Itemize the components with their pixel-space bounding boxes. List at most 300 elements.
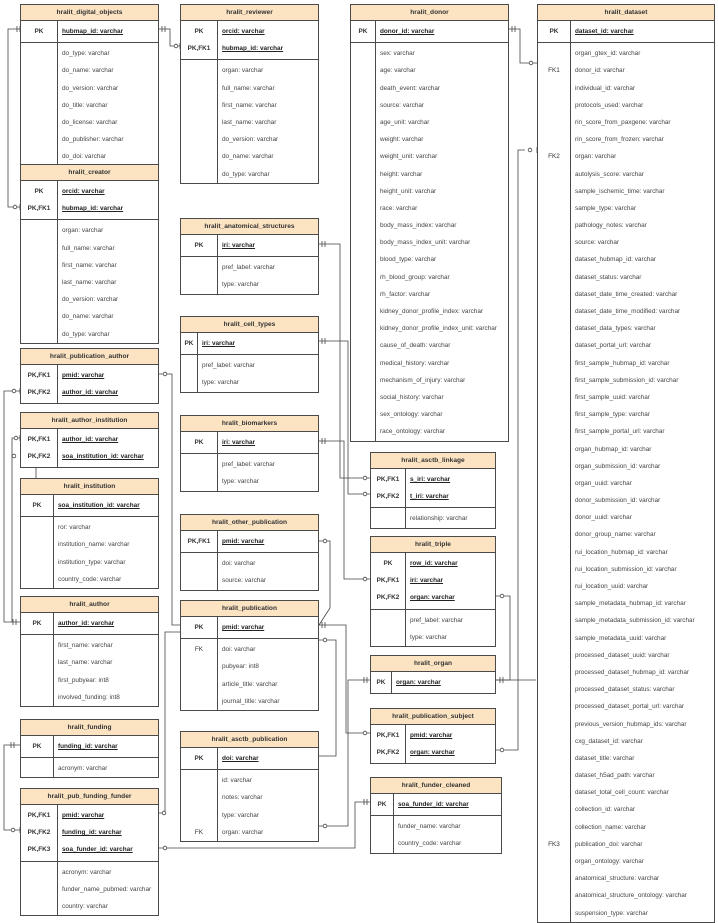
entity-title: hralit_pub_funding_funder [21, 789, 158, 805]
attribute-row [538, 716, 714, 733]
attribute-row [21, 654, 158, 671]
field-name: full_name: varchar [62, 244, 115, 252]
field-name: last_name: varchar [62, 278, 117, 286]
attribute-row [181, 357, 318, 374]
attribute-row [351, 114, 508, 131]
field-name: do_type: varchar [222, 170, 270, 178]
field-name: country_code: varchar [398, 840, 462, 848]
attribute-row [538, 423, 714, 440]
field-name: id: varchar [222, 777, 252, 785]
attribute-row [21, 97, 158, 114]
attribute-row [21, 519, 158, 536]
field-name: individual_id: varchar [575, 84, 636, 92]
key-marker: PK [194, 242, 204, 249]
attribute-row [181, 131, 318, 148]
field-name: do_version: varchar [222, 136, 279, 144]
key-marker: FK1 [548, 67, 560, 75]
primary-key-row [21, 384, 158, 401]
attribute-row [351, 217, 508, 234]
entity-title: hralit_donor [351, 5, 508, 21]
field-name: author_id: varchar [62, 436, 119, 443]
attribute-row [538, 131, 714, 148]
attribute-row [538, 303, 714, 320]
field-name: pubyear: int8 [222, 663, 259, 671]
field-name: first_name: varchar [222, 101, 277, 109]
field-name: mechanism_of_injury: varchar [380, 376, 466, 384]
field-name: funding_id: varchar [58, 743, 118, 750]
field-name: publication_doi: varchar [575, 840, 643, 848]
attribute-row [181, 276, 318, 293]
field-name: hubmap_id: varchar [62, 205, 124, 213]
primary-key-row [371, 727, 495, 744]
field-name: do_name: varchar [62, 313, 114, 321]
field-name: dataset_title: varchar [575, 754, 635, 762]
key-marker: PK,FK2 [27, 829, 51, 837]
attribute-row [538, 681, 714, 698]
field-name: last_name: varchar [58, 659, 113, 667]
attribute-row [538, 836, 714, 853]
primary-key-row [181, 237, 318, 254]
attribute-row [21, 274, 158, 291]
primary-key-row [181, 533, 318, 550]
attribute-row [371, 629, 495, 646]
entity-title: hralit_other_publication [181, 515, 318, 531]
field-name: organ: varchar [410, 594, 455, 602]
attribute-row [538, 441, 714, 458]
field-name: organ_ontology: varchar [575, 858, 644, 865]
key-marker: PK [32, 620, 42, 627]
attribute-row [21, 222, 158, 239]
key-marker: PK,FK2 [376, 594, 400, 602]
key-marker: PK,FK3 [27, 846, 51, 854]
field-name: pmid: varchar [222, 624, 265, 631]
key-marker: PK [194, 28, 204, 35]
key-marker: PK [184, 340, 194, 347]
field-name: involved_funding: int8 [58, 693, 120, 701]
entity-hralit-triple [370, 536, 496, 647]
field-name: sample_metadata_uuid: varchar [575, 634, 667, 642]
primary-key-row [21, 497, 158, 514]
entity-title: hralit_organ [371, 656, 495, 672]
field-name: first_sample_uuid: varchar [575, 393, 650, 401]
field-name: dataset_date_time_created: varchar [575, 290, 678, 298]
attribute-row [538, 887, 714, 904]
entity-hralit-creator [20, 164, 159, 344]
field-name: do_publisher: varchar [62, 136, 124, 144]
field-name: previous_version_hubmap_ids: varchar [575, 720, 687, 728]
field-name: institution_type: varchar [58, 558, 126, 566]
attribute-row [181, 807, 318, 824]
field-name: do_version: varchar [62, 296, 119, 304]
attribute-row [351, 337, 508, 354]
attribute-row [21, 898, 158, 915]
field-name: kidney_donor_profile_index: varchar [380, 308, 484, 315]
attribute-row [181, 772, 318, 789]
field-name: height_unit: varchar [380, 187, 437, 195]
primary-key-row [21, 738, 158, 755]
field-name: sex: varchar [380, 50, 415, 58]
field-name: first_sample_portal_url: varchar [575, 428, 665, 436]
attribute-row [538, 750, 714, 767]
attribute-row [21, 148, 158, 165]
primary-key-row [371, 488, 495, 505]
primary-key-row [181, 23, 318, 40]
field-name: soa_institution_id: varchar [58, 502, 140, 509]
field-name: processed_dataset_status: varchar [575, 686, 675, 694]
attribute-row [538, 767, 714, 784]
attribute-row [21, 62, 158, 79]
key-marker: PK [549, 28, 559, 35]
attribute-row [181, 693, 318, 710]
field-name: orcid: varchar [222, 28, 265, 35]
field-name: type: varchar [222, 478, 259, 486]
entity-title: hralit_dataset [538, 5, 714, 21]
field-name: orcid: varchar [62, 188, 105, 195]
field-name: relationship: varchar [410, 515, 468, 523]
primary-key-row [21, 200, 158, 217]
field-name: rui_location_uuid: varchar [575, 583, 649, 590]
attribute-row [21, 114, 158, 131]
primary-key-row [371, 555, 495, 572]
entity-hralit-cell-types [180, 316, 319, 393]
field-name: autolysis_score: varchar [575, 170, 644, 178]
attribute-row [21, 637, 158, 654]
attribute-row [538, 355, 714, 372]
entity-hralit-pub-funding-funder [20, 788, 159, 916]
entity-title: hralit_author [21, 597, 158, 613]
key-marker: PK,FK2 [27, 453, 51, 461]
entity-title: hralit_institution [21, 479, 158, 495]
field-name: donor_group_name: varchar [575, 531, 656, 539]
field-name: age: varchar [380, 67, 416, 75]
attribute-row [538, 526, 714, 543]
primary-key-row [21, 367, 158, 384]
field-name: do_version: varchar [62, 84, 119, 92]
primary-key-row [181, 619, 318, 636]
attribute-row [181, 80, 318, 97]
field-name: dataset_h5ad_path: varchar [575, 772, 655, 780]
attribute-row [538, 853, 714, 870]
entity-title: hralit_author_institution [21, 413, 158, 429]
attribute-row [538, 251, 714, 268]
entity-hralit-funding [20, 719, 159, 778]
field-name: source: varchar [222, 577, 267, 585]
field-name: cxg_dataset_id: varchar [575, 737, 643, 745]
attribute-row [538, 492, 714, 509]
attribute-row [181, 374, 318, 391]
attribute-row [538, 200, 714, 217]
field-name: funder_name: varchar [398, 823, 461, 831]
attribute-row [181, 97, 318, 114]
attribute-row [181, 789, 318, 806]
key-marker: PK [34, 28, 44, 35]
attribute-row [181, 473, 318, 490]
field-name: acronym: varchar [62, 868, 112, 876]
field-name: type: varchar [202, 379, 239, 387]
field-name: funder_name_pubmed: varchar [62, 885, 152, 893]
attribute-row [538, 183, 714, 200]
attribute-row [538, 458, 714, 475]
attribute-row [538, 784, 714, 801]
attribute-row [351, 166, 508, 183]
field-name: donor_uuid: varchar [575, 514, 632, 522]
key-marker: PK,FK1 [376, 476, 400, 483]
field-name: rui_location_submission_id: varchar [575, 565, 677, 573]
attribute-row [538, 337, 714, 354]
field-name: article_title: varchar [222, 680, 278, 688]
field-name: dataset_total_cell_count: varchar [575, 789, 669, 797]
attribute-row [351, 80, 508, 97]
attribute-row [538, 647, 714, 664]
key-marker: PK [34, 188, 44, 195]
key-marker: FK2 [548, 153, 560, 161]
field-name: death_event: varchar [380, 84, 441, 92]
attribute-row [181, 824, 318, 841]
field-name: dataset_date_time_modified: varchar [575, 308, 681, 315]
field-name: suspension_type: varchar [575, 909, 648, 917]
key-marker: PK,FK2 [376, 493, 400, 501]
key-marker: PK,FK1 [27, 205, 51, 213]
key-marker: PK [194, 755, 204, 762]
field-name: iri: varchar [222, 439, 256, 446]
field-name: body_mass_index_unit: varchar [380, 239, 471, 247]
field-name: first_sample_type: varchar [575, 411, 650, 419]
entity-hralit-reviewer [180, 4, 319, 184]
field-name: journal_title: varchar [222, 697, 280, 705]
field-name: donor_id: varchar [575, 67, 625, 75]
attribute-row [538, 80, 714, 97]
attribute-row [538, 509, 714, 526]
entity-title: hralit_funder_cleaned [371, 778, 501, 794]
field-name: anatomical_structure: varchar [575, 875, 660, 883]
field-name: first_sample_submission_id: varchar [575, 376, 679, 384]
attribute-row [538, 320, 714, 337]
attribute-row [181, 658, 318, 675]
attribute-row [21, 131, 158, 148]
field-name: rh_blood_group: varchar [380, 273, 450, 281]
key-marker: FK [194, 646, 204, 654]
field-name: blood_type: varchar [380, 256, 437, 264]
attribute-row [21, 554, 158, 571]
attribute-row [181, 676, 318, 693]
entity-title: hralit_triple [371, 537, 495, 553]
attribute-row [538, 544, 714, 561]
primary-key-row [21, 824, 158, 841]
field-name: row_id: varchar [410, 560, 458, 567]
attribute-row [21, 80, 158, 97]
attribute-row [538, 733, 714, 750]
field-name: institution_name: varchar [58, 541, 130, 549]
field-name: processed_dataset_portal_url: varchar [575, 703, 685, 711]
primary-key-row [371, 796, 501, 813]
attribute-row [538, 664, 714, 681]
field-name: organ_submission_id: varchar [575, 462, 661, 470]
field-name: full_name: varchar [222, 84, 275, 92]
primary-key-row [371, 471, 495, 488]
entity-hralit-donor [350, 4, 509, 442]
entity-hralit-dataset [537, 4, 715, 923]
field-name: source: varchar [575, 239, 620, 247]
field-name: donor_id: varchar [380, 28, 435, 35]
field-name: age_unit: varchar [380, 118, 430, 126]
primary-key-row [21, 841, 158, 858]
field-name: hubmap_id: varchar [222, 45, 284, 53]
key-marker: PK,FK2 [376, 749, 400, 757]
field-name: rin_score_from_frozen: varchar [575, 136, 664, 144]
primary-key-row [21, 23, 158, 40]
attribute-row [21, 240, 158, 257]
attribute-row [538, 114, 714, 131]
field-name: processed_dataset_hubmap_id: varchar [575, 668, 690, 676]
attribute-row [538, 561, 714, 578]
field-name: do_title: varchar [62, 101, 108, 109]
field-name: race: varchar [380, 204, 418, 212]
attribute-row [371, 510, 495, 527]
field-name: author_id: varchar [62, 389, 119, 397]
field-name: rh_factor: varchar [380, 290, 431, 298]
field-name: type: varchar [222, 281, 259, 289]
field-name: author_id: varchar [58, 620, 115, 627]
field-name: medical_history: varchar [380, 359, 450, 367]
attribute-row [21, 689, 158, 706]
field-name: sample_ischemic_time: varchar [575, 187, 665, 195]
field-name: weight: varchar [380, 136, 424, 144]
entity-hralit-biomarkers [180, 415, 319, 492]
field-name: doi: varchar [222, 646, 256, 654]
attribute-row [538, 45, 714, 62]
field-name: kidney_donor_profile_index_unit: varchar [380, 325, 497, 333]
field-name: do_doi: varchar [62, 153, 107, 161]
entity-hralit-organ [370, 655, 496, 694]
field-name: do_type: varchar [62, 50, 110, 58]
attribute-row [538, 595, 714, 612]
field-name: notes: varchar [222, 794, 263, 802]
attribute-row [21, 326, 158, 343]
key-marker: PK,FK1 [27, 436, 51, 443]
attribute-row [538, 801, 714, 818]
field-name: dataset_status: varchar [575, 273, 642, 281]
entity-title: hralit_publication_author [21, 349, 158, 365]
attribute-row [538, 217, 714, 234]
key-marker: PK,FK1 [376, 577, 400, 585]
entity-hralit-institution [20, 478, 159, 589]
attribute-row [538, 389, 714, 406]
attribute-row [21, 45, 158, 62]
attribute-row [351, 62, 508, 79]
attribute-row [538, 578, 714, 595]
primary-key-row [21, 615, 158, 632]
entity-hralit-publication-subject [370, 708, 496, 764]
attribute-row [538, 819, 714, 836]
attribute-row [351, 355, 508, 372]
field-name: last_name: varchar [222, 118, 277, 126]
field-name: acronym: varchar [58, 765, 108, 773]
field-name: collection_name: varchar [575, 823, 647, 831]
field-name: protocols_used: varchar [575, 101, 644, 109]
entity-title: hralit_publication [181, 601, 318, 617]
field-name: dataset_data_types: varchar [575, 325, 656, 333]
field-name: country: varchar [62, 902, 108, 910]
attribute-row [181, 456, 318, 473]
entity-title: hralit_asctb_linkage [371, 453, 495, 469]
attribute-row [21, 672, 158, 689]
key-marker: PK [376, 679, 386, 686]
attribute-row [538, 148, 714, 165]
field-name: rui_location_hubmap_id: varchar [575, 548, 668, 556]
field-name: do_license: varchar [62, 118, 118, 126]
attribute-row [351, 406, 508, 423]
field-name: weight_unit: varchar [380, 153, 438, 161]
attribute-row [351, 286, 508, 303]
attribute-row [21, 536, 158, 553]
attribute-row [351, 45, 508, 62]
attribute-row [538, 905, 714, 922]
field-name: doi: varchar [222, 560, 256, 568]
entity-hralit-publication-author [20, 348, 159, 404]
field-name: source: varchar [380, 101, 425, 109]
entity-hralit-asctb-publication [180, 731, 319, 842]
attribute-row [21, 291, 158, 308]
attribute-row [21, 864, 158, 881]
primary-key-row [181, 335, 318, 352]
entity-title: hralit_publication_subject [371, 709, 495, 725]
primary-key-row [538, 23, 714, 40]
key-marker: PK [383, 560, 393, 567]
attribute-row [538, 97, 714, 114]
primary-key-row [371, 674, 495, 691]
key-marker: PK,FK2 [27, 389, 51, 397]
field-name: first_sample_hubmap_id: varchar [575, 359, 670, 367]
field-name: t_iri: varchar [410, 493, 449, 501]
field-name: first_name: varchar [58, 642, 113, 650]
attribute-row [538, 406, 714, 423]
primary-key-row [21, 183, 158, 200]
field-name: pmid: varchar [410, 732, 453, 739]
entity-title: hralit_asctb_publication [181, 732, 318, 748]
field-name: organ: varchar [62, 227, 104, 235]
field-name: sample_metadata_hubmap_id: varchar [575, 600, 686, 608]
field-name: pref_label: varchar [222, 264, 275, 272]
attribute-row [538, 698, 714, 715]
key-marker: PK [194, 624, 204, 631]
field-name: pmid: varchar [62, 812, 105, 819]
primary-key-row [21, 448, 158, 465]
entity-title: hralit_reviewer [181, 5, 318, 21]
attribute-row [21, 881, 158, 898]
attribute-row [181, 166, 318, 183]
attribute-row [538, 269, 714, 286]
primary-key-row [371, 744, 495, 761]
field-name: pmid: varchar [62, 372, 105, 379]
field-name: doi: varchar [222, 755, 259, 762]
attribute-row [351, 320, 508, 337]
field-name: sample_type: varchar [575, 204, 637, 212]
field-name: ror: varchar [58, 524, 91, 532]
field-name: country_code: varchar [58, 575, 122, 583]
field-name: hubmap_id: varchar [62, 28, 124, 35]
attribute-row [181, 641, 318, 658]
primary-key-row [371, 572, 495, 589]
field-name: iri: varchar [410, 577, 444, 585]
field-name: organ: varchar [222, 828, 264, 836]
attribute-row [21, 308, 158, 325]
field-name: iri: varchar [202, 340, 236, 347]
attribute-row [538, 870, 714, 887]
attribute-row [538, 62, 714, 79]
field-name: cause_of_death: varchar [380, 342, 451, 350]
attribute-row [538, 286, 714, 303]
primary-key-row [371, 589, 495, 606]
